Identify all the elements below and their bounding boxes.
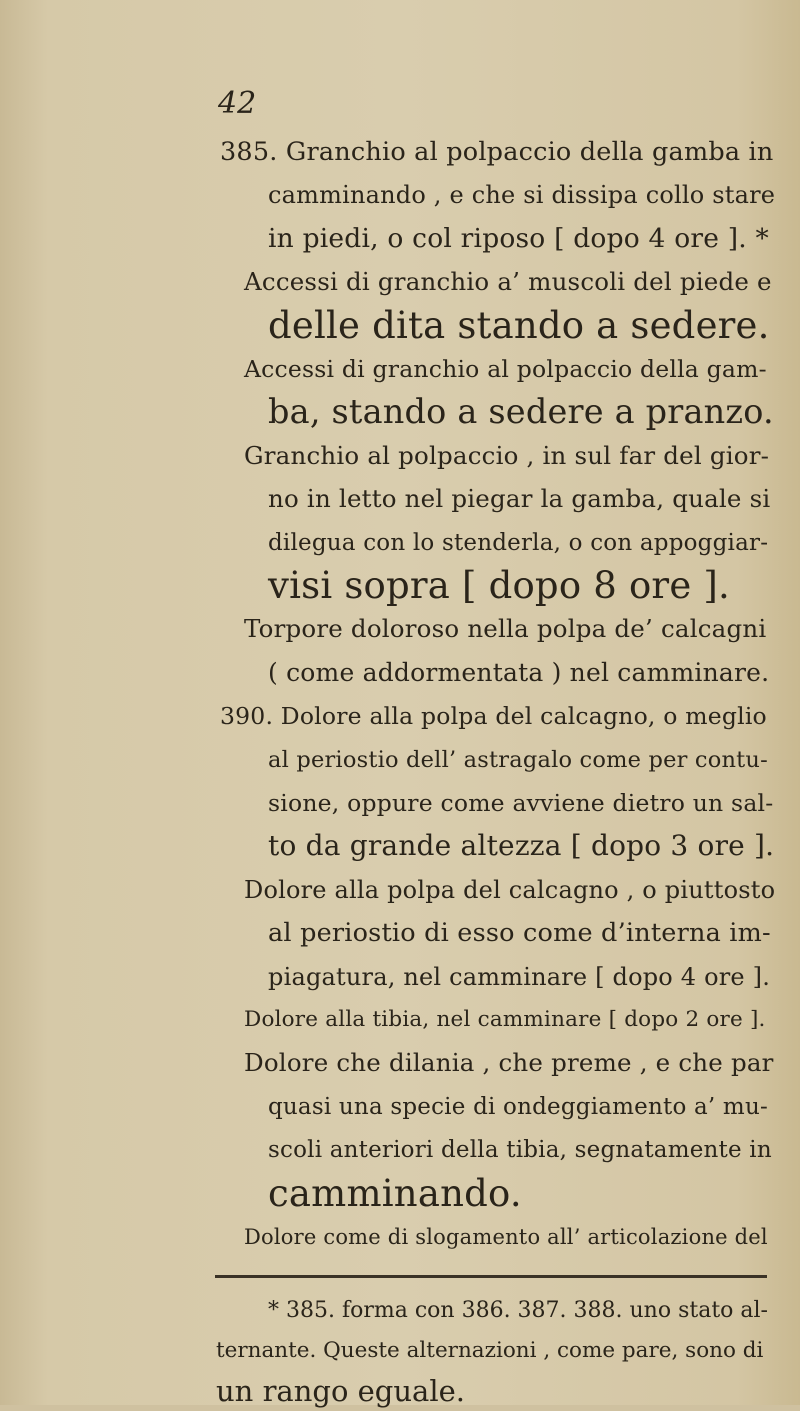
text-line: sione, oppure come avviene dietro un sal- [268, 789, 774, 817]
text-line: visi sopra [ dopo 8 ore ]. [268, 564, 730, 607]
text-line: Accessi di granchio a’ muscoli del piede e [244, 267, 772, 297]
footnote-line: * 385. forma con 386. 387. 388. uno stato al- [268, 1298, 768, 1323]
text-line: scoli anteriori della tibia, segnatamente in [268, 1137, 772, 1164]
text-line: camminando , e che si dissipa collo stare [268, 181, 776, 210]
text-line: camminando. [268, 1171, 522, 1215]
text-line: Dolore come di slogamento all’ articolazione del [244, 1225, 768, 1249]
footnote-line: ternante. Queste alternazioni , come pare, sono di [216, 1338, 764, 1363]
text-line: 385. Granchio al polpaccio della gamba in [220, 137, 774, 167]
text-line: Dolore alla tibia, nel camminare [ dopo 2 ore ]. [244, 1007, 766, 1032]
text-line: Torpore doloroso nella polpa de’ calcagni [244, 614, 767, 644]
text-line: ( come addormentata ) nel camminare. [268, 657, 770, 687]
text-line: to da grande altezza [ dopo 3 ore ]. [268, 829, 775, 863]
text-line: delle dita stando a sedere. [268, 303, 770, 347]
text-line: 390. Dolore alla polpa del calcagno, o meglio [220, 702, 767, 731]
page-number: 42 [218, 86, 257, 121]
text-line: ba, stando a sedere a pranzo. [268, 392, 774, 432]
text-line: in piedi, o col riposo [ dopo 4 ore ]. * [268, 222, 769, 254]
text-line: Accessi di granchio al polpaccio della gam- [244, 355, 767, 383]
text-line: no in letto nel piegar la gamba, quale si [268, 484, 771, 514]
footnote-line: un rango eguale. [216, 1374, 465, 1408]
text-line: quasi una specie di ondeggiamento a’ mu- [268, 1093, 768, 1120]
text-line: Dolore alla polpa del calcagno , o piuttosto [244, 875, 776, 904]
text-line: al periostio dell’ astragalo come per contu- [268, 746, 768, 773]
text-line: Dolore che dilania , che preme , e che par [244, 1048, 774, 1078]
text-line: Granchio al polpaccio , in sul far del gior- [244, 440, 770, 470]
text-line: al periostio di esso come d’interna im- [268, 918, 771, 949]
footnote-divider [215, 1275, 767, 1278]
text-line: dilegua con lo stenderla, o con appoggiar- [268, 529, 769, 556]
text-line: piagatura, nel camminare [ dopo 4 ore ]. [268, 962, 771, 991]
